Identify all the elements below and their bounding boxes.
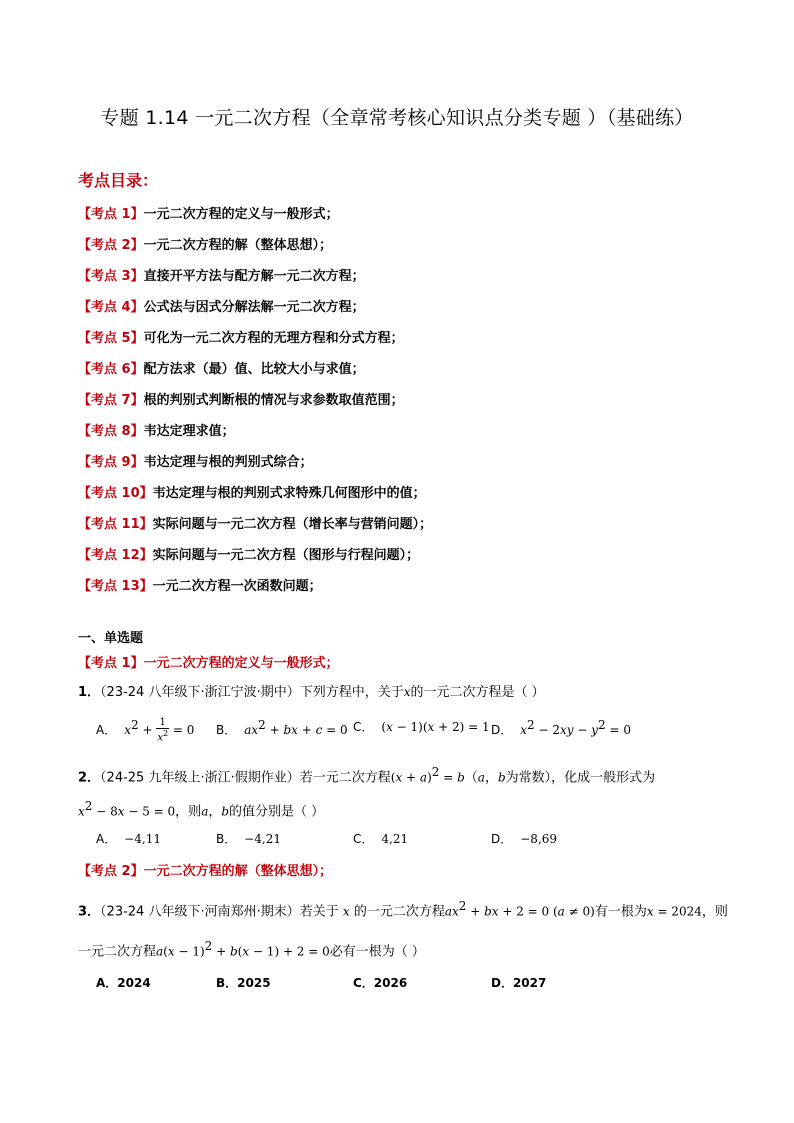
- toc-item: 【考点 2】一元二次方程的解（整体思想）；: [78, 238, 333, 253]
- option-a[interactable]: A．2024: [96, 976, 151, 990]
- question-2-line2: $x^2 - 8x - 5 = 0$，则a，b的值分别是（ ）: [78, 799, 325, 820]
- toc-item: 【考点 10】韦达定理与根的判别式求特殊几何图形中的值；: [78, 486, 426, 501]
- toc-item: 【考点 1】一元二次方程的定义与一般形式；: [78, 207, 339, 222]
- option-d[interactable]: D． $x^2 - 2xy - y^2 = 0$: [491, 718, 631, 737]
- kp2-heading: 【考点 2】一元二次方程的解（整体思想）；: [78, 864, 333, 879]
- option-c[interactable]: C． 4,21: [353, 832, 409, 846]
- question-1: 1．（23-24 八年级下·浙江宁波·期中）下列方程中，关于x的一元二次方程是（ ）: [78, 685, 545, 700]
- toc-item: 【考点 5】可化为一元二次方程的无理方程和分式方程；: [78, 331, 404, 346]
- option-d[interactable]: D． −8,69: [491, 832, 558, 846]
- section-heading: 一、单选题: [78, 631, 144, 646]
- option-c[interactable]: C．2026: [353, 976, 408, 990]
- toc-item: 【考点 7】根的判别式判断根的情况与求参数取值范围；: [78, 393, 404, 408]
- toc-item: 【考点 12】实际问题与一元二次方程（图形与行程问题）；: [78, 548, 420, 563]
- toc-item: 【考点 9】韦达定理与根的判别式综合；: [78, 455, 313, 470]
- option-d[interactable]: D．2027: [491, 976, 547, 990]
- page-title: 专题 1.14 一元二次方程（全章常考核心知识点分类专题 ）（基础练）: [100, 107, 694, 129]
- question-2: 2．（24-25 九年级上·浙江·假期作业）若一元二次方程$(x + a)^2 = b(a$，b为常数），化成一般形式为: [78, 765, 656, 786]
- question-3-line2: 一元二次方程$a(x - 1)^2 + b(x - 1) + 2 = 0$必有一根为（ ）: [78, 939, 425, 960]
- toc-heading: 考点目录：: [78, 171, 159, 190]
- toc-item: 【考点 3】直接开平方法与配方解一元二次方程；: [78, 269, 365, 284]
- toc-item: 【考点 13】一元二次方程一次函数问题；: [78, 579, 322, 594]
- option-c[interactable]: C． (x − 1)(x + 2) = 1: [353, 720, 490, 734]
- option-b[interactable]: B． $ax^2$ + bx + c = 0: [216, 718, 348, 737]
- option-b[interactable]: B． −4,21: [216, 832, 282, 846]
- kp1-heading: 【考点 1】一元二次方程的定义与一般形式；: [78, 656, 339, 671]
- toc-item: 【考点 8】韦达定理求值；: [78, 424, 235, 439]
- option-a[interactable]: A． $x^2$ + $\frac{1}{x^2}$ = 0: [96, 717, 195, 744]
- toc-item: 【考点 6】配方法求（最）值、比较大小与求值；: [78, 362, 365, 377]
- toc-item: 【考点 11】实际问题与一元二次方程（增长率与营销问题）；: [78, 517, 433, 532]
- option-a[interactable]: A． −4,11: [96, 832, 161, 846]
- toc-item: 【考点 4】公式法与因式分解法解一元二次方程；: [78, 300, 365, 315]
- toc-list: [78, 206, 432, 609]
- option-b[interactable]: B．2025: [216, 976, 271, 990]
- question-3: 3．（23-24 八年级下·河南郑州·期末）若关于 x 的一元二次方程$ax^2$ + bx + 2 = 0 (a ≠ 0)有一根为x = 2024，则: [78, 899, 728, 920]
